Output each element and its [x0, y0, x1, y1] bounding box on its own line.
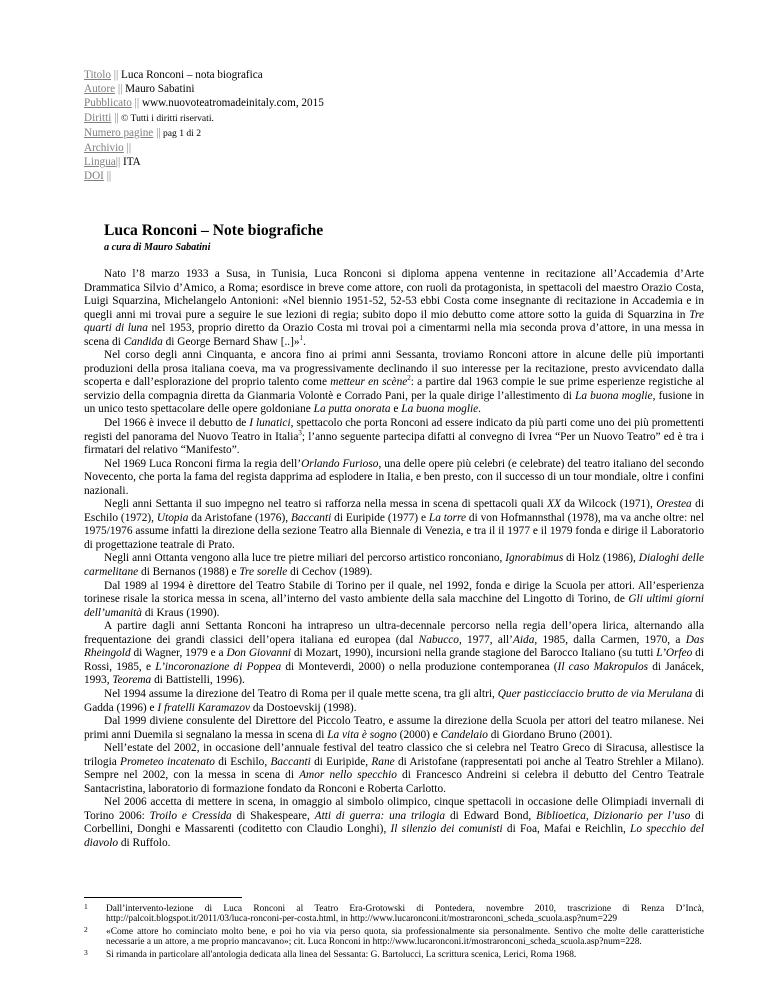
text-run: da Aristofane (1976), — [188, 511, 291, 524]
italic-title: Tre quarti di luna — [84, 308, 704, 335]
text-run: di Gadda (1996) e — [84, 687, 704, 714]
italic-title: La buona moglie — [575, 389, 653, 402]
meta-key-link[interactable]: Lingua — [84, 156, 116, 169]
page-title: Luca Ronconi – Note biografiche — [104, 222, 324, 239]
text-run: di Giordano Bruno (2001). — [487, 728, 613, 741]
italic-title: Orlando Furioso — [301, 457, 379, 470]
text-run: Nel 1969 Luca Ronconi firma la regia dell’ — [104, 457, 302, 470]
italic-title: Lo specchio del diavolo — [84, 823, 704, 849]
meta-row — [84, 111, 324, 126]
meta-separator: || — [115, 156, 121, 169]
meta-row — [84, 126, 324, 141]
italic-title: Baccanti — [270, 755, 311, 768]
meta-key-link[interactable]: Archivio — [84, 142, 124, 155]
italic-title: Candelaio — [440, 728, 488, 741]
italic-title: Il silenzio dei comunisti — [390, 823, 503, 836]
italic-title: Biblioetica, Dizionario per l’uso — [536, 809, 691, 822]
text-run: : a partire dal 1963 compie le sue prime esperienze registiche al servizio della compagnia diretta da Gianmaria Volontè e Corrado Pani, per la quale dirige l’allestimento di — [84, 376, 704, 402]
meta-row — [84, 96, 324, 110]
footnote — [84, 924, 704, 948]
byline: a cura di Mauro Sabatini — [104, 242, 211, 253]
italic-title: Troilo e Cressida — [149, 809, 232, 822]
footnote-ref[interactable]: 1 — [299, 333, 304, 342]
footnote-ref[interactable]: 3 — [298, 428, 302, 437]
meta-value: Luca Ronconi – nota biografica — [118, 69, 263, 81]
text-run: di Euripide (1977) e — [331, 511, 429, 524]
meta-separator: || — [111, 111, 119, 124]
footnotes — [84, 904, 704, 962]
italic-title: Gli ultimi giorni dell’umanità — [84, 593, 705, 619]
text-run: di Rossi, 1985, e — [84, 647, 704, 673]
footnote-number: 1 — [84, 902, 88, 911]
italic-title: La vita è sogno — [327, 728, 397, 741]
footnote-number: 2 — [84, 924, 88, 934]
italic-title: XX — [547, 498, 561, 511]
text-run: di Wagner, 1979 e a — [130, 647, 227, 660]
paragraph — [84, 796, 704, 850]
text-run: , fusione in un unico testo spettacolare delle opere goldoniane — [84, 389, 704, 416]
text-run: A partire dagli anni Settanta Ronconi ha intrapreso un ultra-decennale percorso nella regia dell’opera lirica, alternando alla frequentazione dei grandi classici dell’opera italiana ed europea (dal — [84, 620, 704, 646]
italic-title: Ignorabimus — [505, 552, 564, 565]
meta-row — [84, 141, 324, 155]
text-run: Nel corso degli anni Cinquanta, e ancora fino ai primi anni Sessanta, troviamo Ronconi attore in alcune delle più importanti produzioni della prosa italiana coeva, ma va progressivamente declinando il suo interesse per la recitazione, presto avvicendato dalla scoperta e dall’esplorazione del proprio talento come — [84, 349, 704, 389]
text-run: , una delle opere più celebri (e celebrate) del teatro italiano del secondo Novecento, che porta la fama del regista dapprima ad esplodere in Italia, e ben presto, con il successo di un tour mondiale, oltre i confini nazionali. — [84, 457, 704, 497]
meta-row — [84, 155, 324, 169]
italic-title: Aida — [512, 633, 535, 646]
meta-key-link[interactable]: DOI — [84, 170, 104, 183]
text-run: di Kraus (1990). — [141, 606, 220, 619]
text-run: di George Bernard Shaw [..]» — [162, 335, 300, 348]
text-run: di Battistelli, 1996). — [151, 674, 245, 687]
paragraph — [84, 742, 704, 796]
meta-separator: || — [110, 69, 119, 81]
meta-separator: || — [103, 170, 112, 183]
text-run: di Francesco Andreini si celebra il debutto del Centro Teatrale Santacristina, laboratorio di formazione fondato da Ronconi e Roberta Carlotto. — [84, 769, 705, 795]
meta-separator: || — [153, 126, 161, 139]
meta-value: © Tutti i diritti riservati. — [118, 112, 214, 124]
paragraph — [84, 417, 704, 458]
text-run: , 1977, all’ — [458, 633, 513, 646]
text-run: di Holz (1986), — [563, 552, 639, 565]
paragraph — [84, 268, 704, 349]
italic-title: L’Orfeo — [656, 647, 693, 660]
text-run: di Euripide, — [310, 755, 372, 768]
footnote-text: «Come attore ho cominciato molto bene, e poi ho via via perso quota, sia professionalmente sia personalmente. Sentivo che molte delle caratteristiche necessarie a un attore, a me proprio mancavano»; cit. Luca Ronconi in http://www.lucaronconi.it/mostraronconi_scheda_scuola.asp?num=228. — [106, 926, 704, 948]
meta-key-link[interactable]: Numero pagine — [84, 126, 154, 139]
meta-key-link[interactable]: Autore — [84, 83, 116, 96]
italic-title: Amor nello specchio — [299, 769, 397, 782]
italic-title: Don Giovanni — [226, 647, 292, 660]
text-run: e — [390, 403, 402, 416]
paragraph — [84, 458, 704, 499]
italic-title: L’incoronazione di Poppea — [155, 660, 282, 673]
meta-value: Mauro Sabatini — [122, 83, 195, 96]
footnote-text: Dall’intervento-lezione di Luca Ronconi al Teatro Era-Grotowski di Pontedera, novembre 2010, trascrizione di Renza D’Incà, http://palcoit.blogspot.it/2011/03/luca-ronconi-per-costa.html, in http://www.lucaronconi.it/mostraronconi_scheda_scuola.asp?num=229 — [106, 904, 704, 925]
italic-title: Baccanti — [290, 511, 332, 524]
text-run: di von Hofmannsthal (1978), ma va anche oltre: nel 1975/1976 assume infatti la direzione della sezione Teatro alla Biennale di Venezia, e tra il il 1977 e il 1979 fonda e dirige il Laboratorio di progettazione teatrale di Prato. — [84, 511, 704, 551]
text-run: , spettacolo che porta Ronconi ad essere indicato da più parti come uno dei più promettenti registi del panorama del Nuovo Teatro in Italia — [84, 417, 705, 443]
italic-title: Teorema — [112, 674, 152, 687]
text-run: di Eschilo, — [214, 755, 271, 768]
meta-row — [84, 82, 324, 96]
meta-value: ITA — [120, 156, 141, 169]
italic-title: Tre sorelle — [239, 566, 288, 579]
paragraph — [84, 715, 704, 742]
meta-key-link[interactable]: Titolo — [84, 69, 111, 81]
meta-row — [84, 68, 324, 82]
text-run: da Wilcock (1971), — [560, 498, 657, 511]
text-run: di Shakespeare, — [231, 809, 315, 822]
italic-title: La buona moglie — [401, 403, 479, 416]
text-run: di Eschilo (1972), — [84, 498, 704, 524]
italic-title: Nabucco — [418, 633, 459, 646]
italic-title: metteur en scène — [330, 376, 408, 389]
italic-title: La putta onorata — [313, 403, 391, 416]
text-run: . — [478, 403, 481, 416]
footnote — [84, 904, 704, 925]
text-run: Negli anni Ottanta vengono alla luce tre pietre miliari del percorso artistico ronconiano, — [104, 552, 506, 565]
text-run: di Cechov (1989). — [287, 566, 373, 579]
paragraph — [84, 552, 704, 579]
italic-title: Dialoghi delle carmelitane — [84, 552, 705, 579]
text-run: Nel 1994 assume la direzione del Teatro di Roma per il quale mette scena, tra gli altri, — [104, 687, 498, 700]
italic-title: Quer pasticciaccio brutto de via Merulana — [497, 687, 693, 700]
text-run: da Dostoevskij (1998). — [250, 701, 357, 714]
italic-title: Orestea — [656, 498, 692, 511]
text-run: , 1985, dalla Carmen, 1970, a — [534, 633, 686, 646]
metadata-block — [84, 68, 324, 184]
text-run: Del 1966 è invece il debutto de — [104, 417, 250, 430]
footnote — [84, 947, 704, 960]
italic-title: I lunatici — [249, 417, 291, 430]
italic-title: Rane — [371, 755, 395, 768]
text-run: . — [303, 335, 306, 348]
meta-separator: || — [123, 142, 132, 155]
italic-title: Utopia — [156, 511, 189, 524]
text-run: di Aristofane (rappresentati poi anche al Teatro Strehler a Milano). Sempre nel 2002, con la messa in scena di — [84, 755, 704, 782]
text-run: Dal 1989 al 1994 è direttore del Teatro Stabile di Torino per il quale, nel 1992, fonda e dirige la Scuola per attori. All’esperienza torinese risale la storica messa in scena, all’interno del vasto ambiente della sala macchine del Lingotto di Torino, de — [84, 579, 704, 606]
text-run: di Corbellini, Donghi e Massarenti (coditetto con Claudio Longhi), — [84, 809, 704, 836]
italic-title: Atti di guerra: una trilogia — [314, 809, 446, 822]
footnote-text: Si rimanda in particolare all'antologia dedicata alla linea del Sessanta: G. Bartolucci, La scrittura scenica, Lerici, Roma 1968. — [106, 949, 577, 960]
paragraph — [84, 688, 704, 715]
paragraph — [84, 580, 704, 621]
text-run: (2000) e — [396, 728, 441, 741]
text-run: Dal 1999 diviene consulente del Direttore del Piccolo Teatro, e assume la direzione della Scuola per attori del teatro milanese. Nei primi anni Duemila si segnalano la messa in scena di — [84, 715, 704, 741]
italic-title: I fratelli Karamazov — [157, 701, 251, 714]
text-run: Nato l’8 marzo 1933 a Susa, in Tunisia, Luca Ronconi si diploma appena ventenne in recitazione all’Accademia d’Arte Drammatica Silvio d’Amico, a Roma; esordisce in breve come attore, con ruoli da protagonista, in spettacoli del maestro Orazio Costa, Luigi Squarzina, Michelangelo Antonioni: «Nel biennio 1951-52, 52-53 ebbi Costa come insegnante di recitazione in Accademia e in quegli anni mi trovai pure a seguire le sue lezioni di regia; subito dopo il mio debutto come attore sotto la guida di Squarzina in — [84, 268, 704, 321]
italic-title: Il caso Makropulos — [557, 660, 649, 673]
text-run: di Edward Bond, — [445, 809, 537, 822]
text-run: di Bernanos (1988) e — [138, 566, 240, 579]
footnote-ref[interactable]: 2 — [407, 374, 411, 383]
text-run: Nel 2006 accetta di mettere in scena, in omaggio al simbolo olimpico, cinque spettacoli in occasione delle Olimpiadi invernali di Torino 2006: — [84, 796, 704, 822]
meta-value: www.nuovoteatromadeinitaly.com, 2015 — [139, 97, 324, 110]
paragraph — [84, 349, 704, 417]
meta-row — [84, 169, 324, 183]
meta-key-link[interactable]: Pubblicato — [84, 97, 132, 110]
article-body — [84, 268, 704, 851]
text-run: di Monteverdi, 2000) o nella produzione contemporanea ( — [281, 660, 558, 673]
meta-separator: || — [131, 97, 140, 110]
footnote-divider — [84, 897, 242, 898]
italic-title: Prometeo incatenato — [120, 755, 215, 768]
text-run: nel 1953, proprio diretto da Orazio Costa mi trovai poi a cimentarmi nella mia seconda prova d’attore, in una messa in scena di — [84, 322, 704, 348]
italic-title: Das Rheingold — [84, 633, 704, 660]
meta-value: pag 1 di 2 — [160, 127, 202, 139]
italic-title: La torre — [428, 511, 467, 524]
text-run: ; l’anno seguente partecipa difatti al convegno di Ivrea “Per un Nuovo Teatro” ed è tra i firmatari del relativo “Manifesto”. — [84, 430, 704, 457]
text-run: di Ruffolo. — [118, 836, 171, 849]
paragraph — [84, 620, 704, 688]
meta-key-link[interactable]: Diritti — [84, 111, 112, 124]
text-run: di Foa, Mafai e Reichlin, — [502, 823, 631, 836]
paragraph — [84, 498, 704, 552]
italic-title: Candida — [123, 335, 163, 348]
text-run: di Janácek, 1993, — [84, 660, 704, 687]
footnote-number: 3 — [84, 947, 88, 957]
meta-separator: || — [115, 83, 123, 96]
text-run: Nell’estate del 2002, in occasione dell’annuale festival del teatro classico che si celebra nel Teatro Greco di Siracusa, allestisce la trilogia — [84, 742, 704, 768]
text-run: di Mozart, 1990), incursioni nella grande stagione del Barocco Italiano (su tutti — [291, 647, 657, 660]
text-run: Negli anni Settanta il suo impegno nel teatro si rafforza nella messa in scena di spettacoli quali — [104, 498, 548, 511]
